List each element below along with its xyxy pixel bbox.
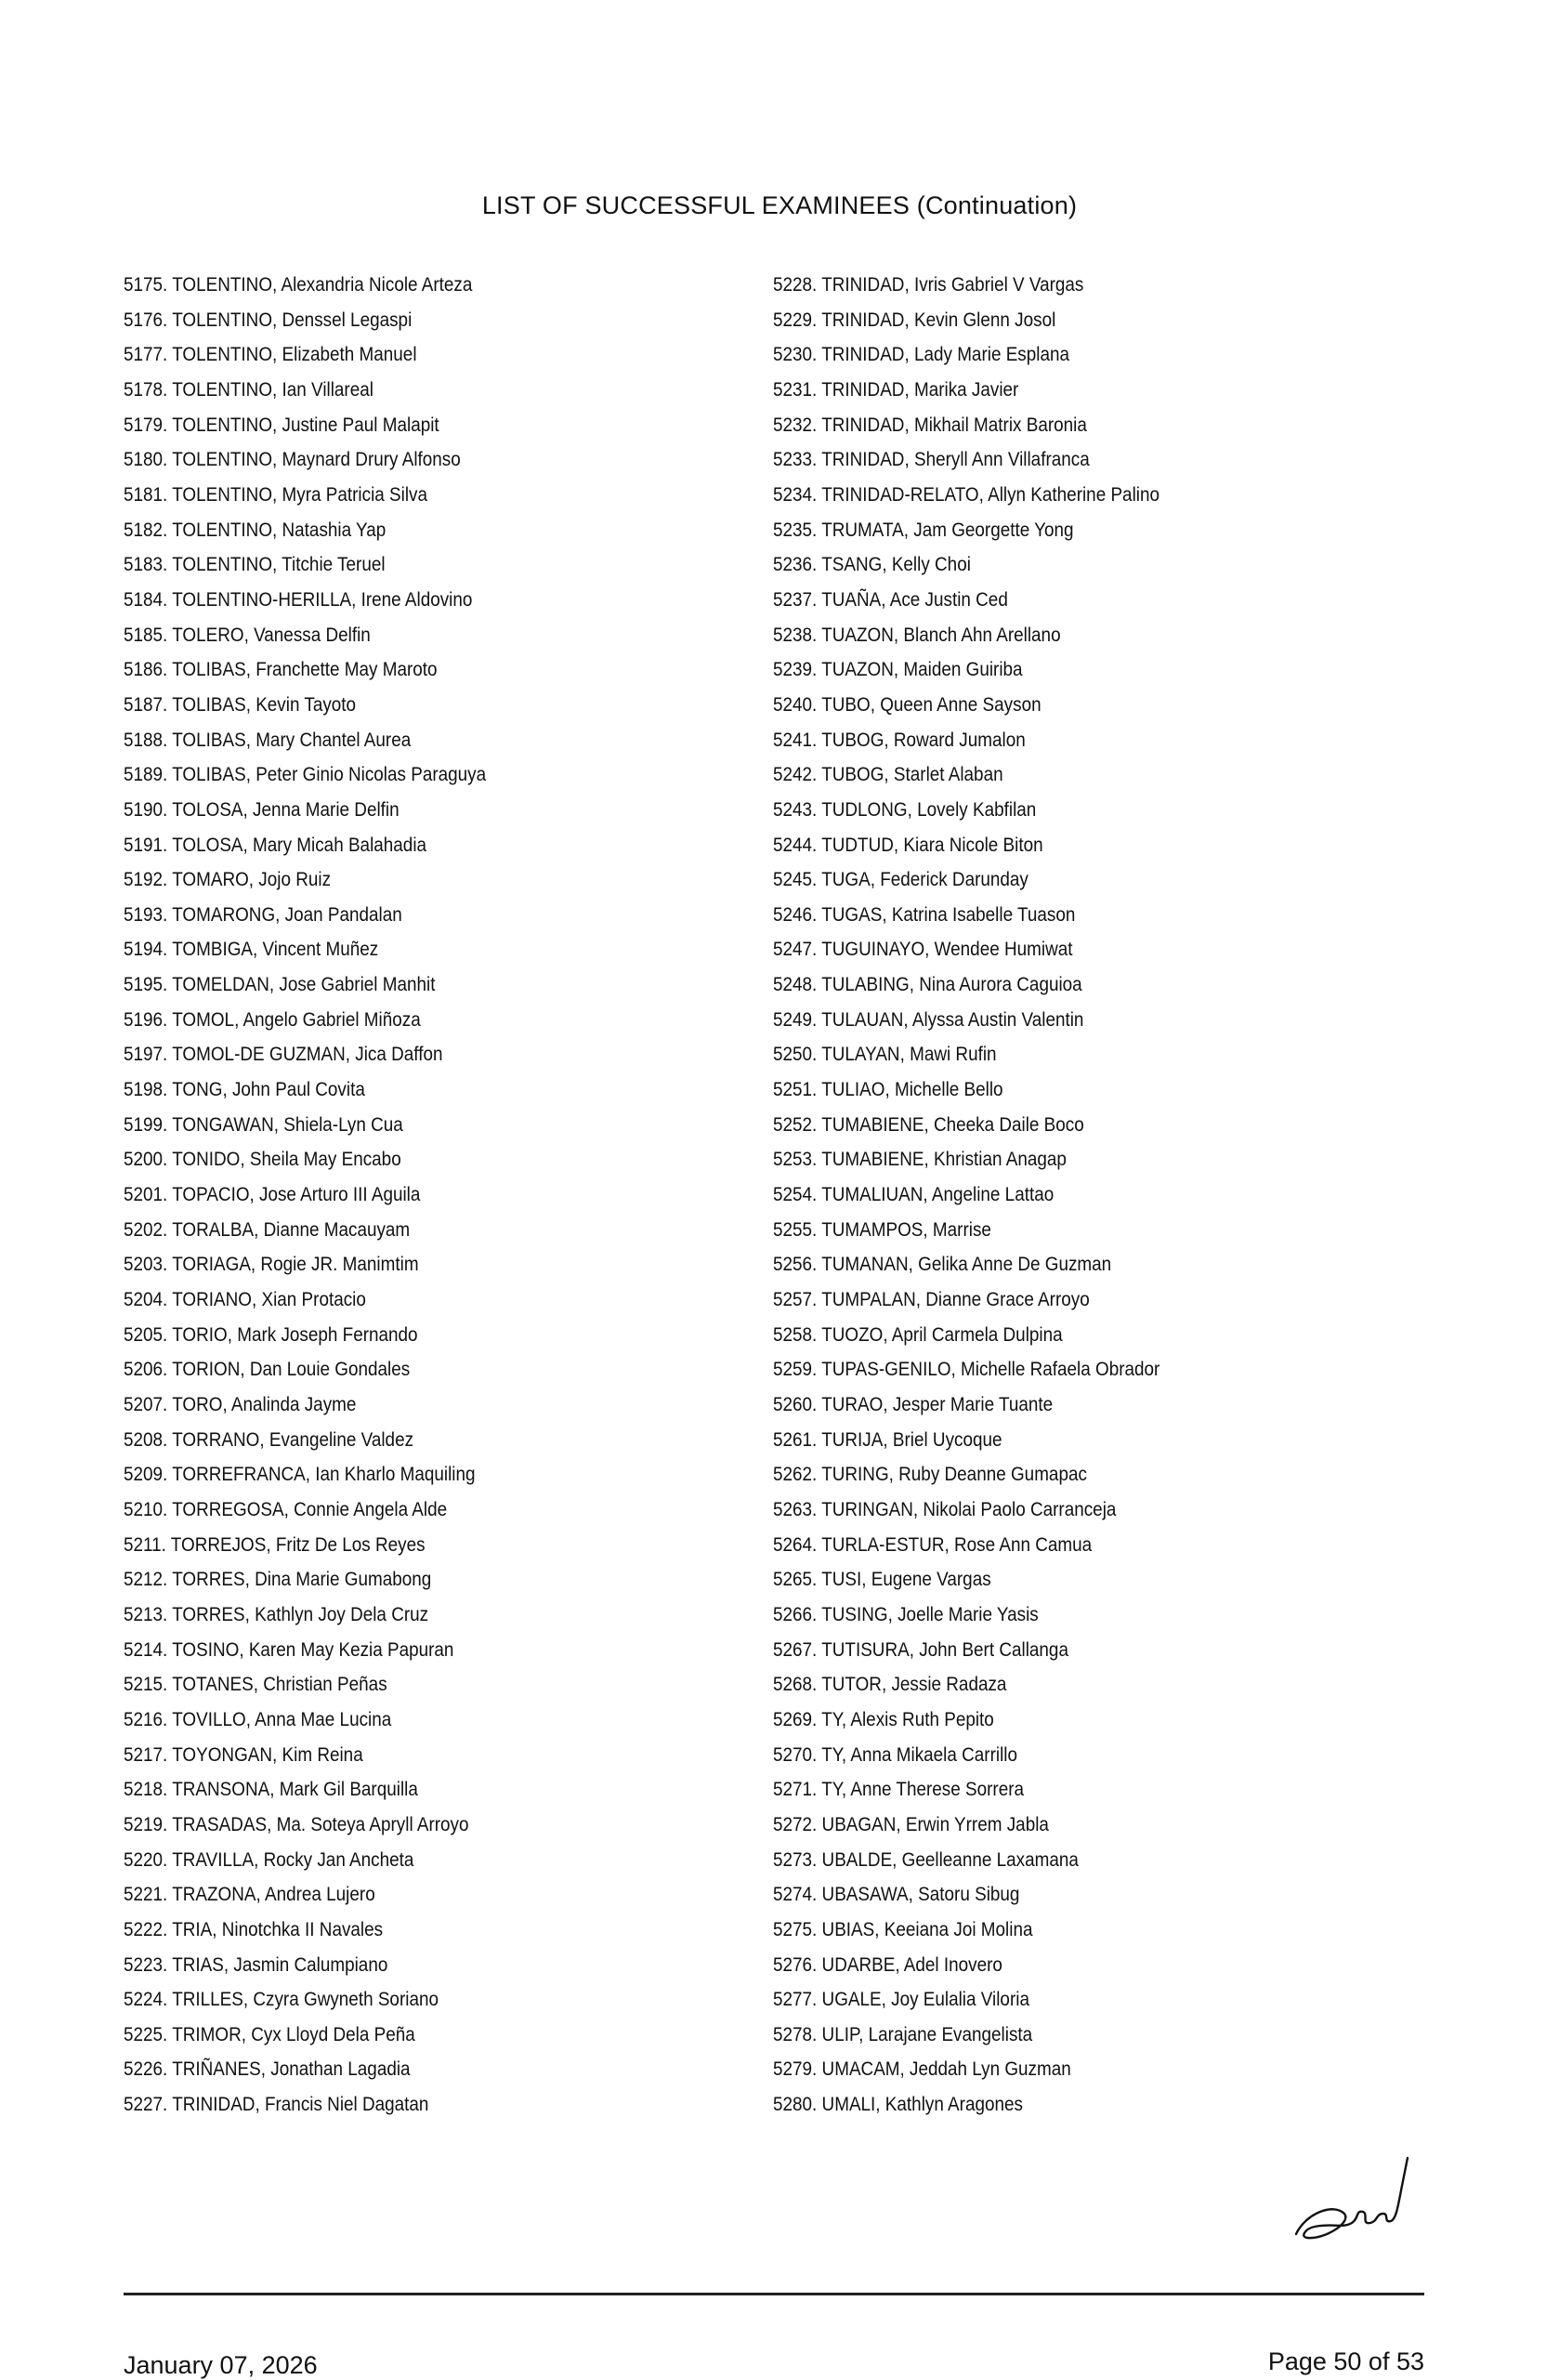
list-item: 5274. UBASAWA, Satoru Sibug <box>773 1884 1020 1906</box>
list-item: 5278. ULIP, Larajane Evangelista <box>773 2023 1033 2045</box>
list-item: 5266. TUSING, Joelle Marie Yasis <box>773 1603 1039 1625</box>
list-item: 5196. TOMOL, Angelo Gabriel Miñoza <box>124 1008 421 1031</box>
list-item: 5199. TONGAWAN, Shiela-Lyn Cua <box>124 1113 403 1136</box>
list-item: 5258. TUOZO, April Carmela Dulpina <box>773 1323 1063 1346</box>
list-item: 5262. TURING, Ruby Deanne Gumapac <box>773 1464 1087 1486</box>
list-item: 5259. TUPAS-GENILO, Michelle Rafaela Obrador <box>773 1359 1160 1381</box>
list-item: 5251. TULIAO, Michelle Bello <box>773 1079 1003 1101</box>
list-item: 5201. TOPACIO, Jose Arturo III Aguila <box>124 1184 421 1206</box>
signature <box>1287 2149 1417 2251</box>
list-item: 5211. TORREJOS, Fritz De Los Reyes <box>124 1533 426 1556</box>
list-item: 5276. UDARBE, Adel Inovero <box>773 1953 1002 1976</box>
list-item: 5229. TRINIDAD, Kevin Glenn Josol <box>773 309 1056 331</box>
list-item: 5271. TY, Anne Therese Sorrera <box>773 1779 1025 1801</box>
list-item: 5263. TURINGAN, Nikolai Paolo Carranceja <box>773 1498 1117 1520</box>
list-item: 5242. TUBOG, Starlet Alaban <box>773 764 1003 786</box>
list-item: 5264. TURLA-ESTUR, Rose Ann Camua <box>773 1533 1093 1556</box>
list-item: 5233. TRINIDAD, Sheryll Ann Villafranca <box>773 449 1090 471</box>
page-title: LIST OF SUCCESSFUL EXAMINEES (Continuation) <box>481 191 1078 219</box>
list-item: 5216. TOVILLO, Anna Mae Lucina <box>124 1708 392 1730</box>
list-item: 5257. TUMPALAN, Dianne Grace Arroyo <box>773 1289 1090 1311</box>
list-item: 5175. TOLENTINO, Alexandria Nicole Arteza <box>124 274 473 296</box>
list-item: 5194. TOMBIGA, Vincent Muñez <box>124 939 379 961</box>
list-item: 5207. TORO, Analinda Jayme <box>124 1394 357 1415</box>
list-item: 5273. UBALDE, Geelleanne Laxamana <box>773 1848 1079 1871</box>
list-item: 5218. TRANSONA, Mark Gil Barquilla <box>124 1779 418 1801</box>
list-item: 5190. TOLOSA, Jenna Marie Delfin <box>124 798 400 821</box>
list-item: 5182. TOLENTINO, Natashia Yap <box>124 519 386 541</box>
list-item: 5221. TRAZONA, Andrea Lujero <box>124 1884 375 1906</box>
list-item: 5241. TUBOG, Roward Jumalon <box>773 729 1026 751</box>
list-item: 5256. TUMANAN, Gelika Anne De Guzman <box>773 1254 1112 1276</box>
list-item: 5272. UBAGAN, Erwin Yrrem Jabla <box>773 1813 1049 1835</box>
list-item: 5275. UBIAS, Keeiana Joi Molina <box>773 1918 1033 1940</box>
list-item: 5265. TUSI, Eugene Vargas <box>773 1569 991 1591</box>
list-item: 5195. TOMELDAN, Jose Gabriel Manhit <box>124 974 436 996</box>
list-item: 5245. TUGA, Federick Darunday <box>773 869 1028 891</box>
list-item: 5228. TRINIDAD, Ivris Gabriel V Vargas <box>773 274 1084 296</box>
list-item: 5270. TY, Anna Mikaela Carrillo <box>773 1743 1018 1766</box>
list-item: 5277. UGALE, Joy Eulalia Viloria <box>773 1989 1029 2011</box>
list-item: 5215. TOTANES, Christian Peñas <box>124 1674 387 1696</box>
footer-date: January 07, 2026 <box>124 2351 318 2379</box>
list-item: 5260. TURAO, Jesper Marie Tuante <box>773 1394 1054 1415</box>
list-item: 5232. TRINIDAD, Mikhail Matrix Baronia <box>773 414 1087 436</box>
list-item: 5177. TOLENTINO, Elizabeth Manuel <box>124 344 417 366</box>
list-item: 5268. TUTOR, Jessie Radaza <box>773 1674 1007 1696</box>
list-item: 5234. TRINIDAD-RELATO, Allyn Katherine Palino <box>773 483 1159 506</box>
list-item: 5267. TUTISURA, John Bert Callanga <box>773 1638 1068 1661</box>
list-item: 5238. TUAZON, Blanch Ahn Arellano <box>773 624 1061 646</box>
list-item: 5213. TORRES, Kathlyn Joy Dela Cruz <box>124 1603 429 1625</box>
list-item: 5227. TRINIDAD, Francis Niel Dagatan <box>124 2094 429 2116</box>
list-item: 5206. TORION, Dan Louie Gondales <box>124 1359 411 1381</box>
list-item: 5210. TORREGOSA, Connie Angela Alde <box>124 1498 448 1520</box>
list-item: 5212. TORRES, Dina Marie Gumabong <box>124 1569 432 1591</box>
list-item: 5279. UMACAM, Jeddah Lyn Guzman <box>773 2058 1071 2081</box>
list-item: 5205. TORIO, Mark Joseph Fernando <box>124 1323 418 1346</box>
list-item: 5185. TOLERO, Vanessa Delfin <box>124 624 371 646</box>
list-item: 5191. TOLOSA, Mary Micah Balahadia <box>124 834 427 856</box>
list-item: 5181. TOLENTINO, Myra Patricia Silva <box>124 483 428 506</box>
list-item: 5261. TURIJA, Briel Uycoque <box>773 1428 1002 1451</box>
list-item: 5197. TOMOL-DE GUZMAN, Jica Daffon <box>124 1044 443 1066</box>
list-item: 5222. TRIA, Ninotchka II Navales <box>124 1918 384 1940</box>
list-item: 5250. TULAYAN, Mawi Rufin <box>773 1044 997 1066</box>
list-item: 5176. TOLENTINO, Denssel Legaspi <box>124 309 413 331</box>
list-item: 5217. TOYONGAN, Kim Reina <box>124 1743 363 1766</box>
list-item: 5240. TUBO, Queen Anne Sayson <box>773 693 1042 716</box>
list-item: 5188. TOLIBAS, Mary Chantel Aurea <box>124 729 412 751</box>
examinee-list-left <box>124 268 526 2123</box>
list-item: 5214. TOSINO, Karen May Kezia Papuran <box>124 1638 454 1661</box>
list-item: 5230. TRINIDAD, Lady Marie Esplana <box>773 344 1070 366</box>
list-item: 5236. TSANG, Kelly Choi <box>773 554 971 576</box>
examinee-list-right <box>773 268 1203 2123</box>
list-item: 5237. TUAÑA, Ace Justin Ced <box>773 588 1008 611</box>
list-item: 5255. TUMAMPOS, Marrise <box>773 1218 991 1241</box>
list-item: 5231. TRINIDAD, Marika Javier <box>773 378 1019 401</box>
list-item: 5280. UMALI, Kathlyn Aragones <box>773 2094 1023 2116</box>
list-item: 5179. TOLENTINO, Justine Paul Malapit <box>124 414 439 436</box>
list-item: 5244. TUDTUD, Kiara Nicole Biton <box>773 834 1043 856</box>
list-item: 5204. TORIANO, Xian Protacio <box>124 1289 366 1311</box>
list-item: 5200. TONIDO, Sheila May Encabo <box>124 1149 401 1171</box>
list-item: 5202. TORALBA, Dianne Macauyam <box>124 1218 411 1241</box>
list-item: 5198. TONG, John Paul Covita <box>124 1079 365 1101</box>
list-item: 5253. TUMABIENE, Khristian Anagap <box>773 1149 1067 1171</box>
list-item: 5219. TRASADAS, Ma. Soteya Apryll Arroyo <box>124 1813 469 1835</box>
list-item: 5193. TOMARONG, Joan Pandalan <box>124 903 402 926</box>
list-item: 5254. TUMALIUAN, Angeline Lattao <box>773 1184 1055 1206</box>
list-item: 5208. TORRANO, Evangeline Valdez <box>124 1428 414 1451</box>
list-item: 5224. TRILLES, Czyra Gwyneth Soriano <box>124 1989 439 2011</box>
list-item: 5246. TUGAS, Katrina Isabelle Tuason <box>773 903 1076 926</box>
list-item: 5183. TOLENTINO, Titchie Teruel <box>124 554 386 576</box>
list-item: 5223. TRIAS, Jasmin Calumpiano <box>124 1953 388 1976</box>
list-item: 5235. TRUMATA, Jam Georgette Yong <box>773 519 1074 541</box>
list-item: 5225. TRIMOR, Cyx Lloyd Dela Peña <box>124 2023 415 2045</box>
list-item: 5226. TRIÑANES, Jonathan Lagadia <box>124 2058 411 2081</box>
page-number: Page 50 of 53 <box>1267 2347 1424 2375</box>
list-item: 5186. TOLIBAS, Franchette May Maroto <box>124 659 438 681</box>
list-item: 5209. TORREFRANCA, Ian Kharlo Maquiling <box>124 1464 476 1486</box>
list-item: 5178. TOLENTINO, Ian Villareal <box>124 378 373 401</box>
list-item: 5184. TOLENTINO-HERILLA, Irene Aldovino <box>124 588 473 611</box>
list-item: 5203. TORIAGA, Rogie JR. Manimtim <box>124 1254 419 1276</box>
list-item: 5189. TOLIBAS, Peter Ginio Nicolas Paraguya <box>124 764 487 786</box>
list-item: 5252. TUMABIENE, Cheeka Daile Boco <box>773 1113 1084 1136</box>
footer-divider <box>124 2293 1424 2295</box>
list-item: 5192. TOMARO, Jojo Ruiz <box>124 869 332 891</box>
list-item: 5239. TUAZON, Maiden Guiriba <box>773 659 1023 681</box>
list-item: 5243. TUDLONG, Lovely Kabfilan <box>773 798 1037 821</box>
list-item: 5247. TUGUINAYO, Wendee Humiwat <box>773 939 1073 961</box>
list-item: 5269. TY, Alexis Ruth Pepito <box>773 1708 994 1730</box>
list-item: 5249. TULAUAN, Alyssa Austin Valentin <box>773 1008 1084 1031</box>
list-item: 5187. TOLIBAS, Kevin Tayoto <box>124 693 357 716</box>
list-item: 5248. TULABING, Nina Aurora Caguioa <box>773 974 1082 996</box>
list-item: 5220. TRAVILLA, Rocky Jan Ancheta <box>124 1848 414 1871</box>
list-item: 5180. TOLENTINO, Maynard Drury Alfonso <box>124 449 461 471</box>
